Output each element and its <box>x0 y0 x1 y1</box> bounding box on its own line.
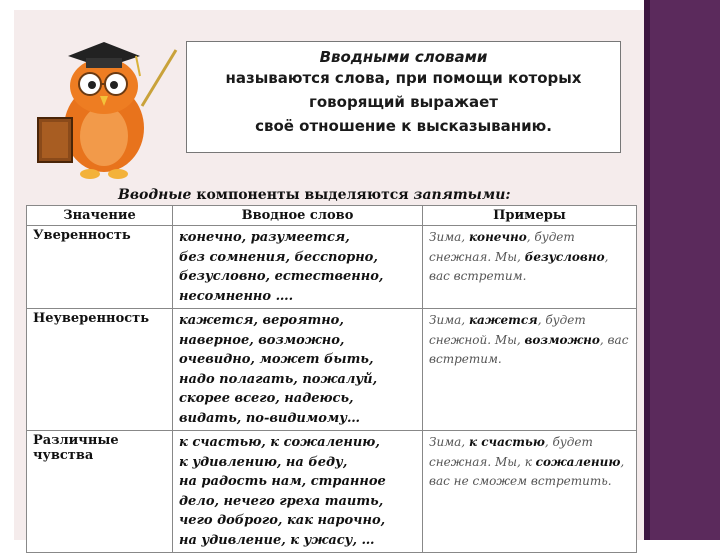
table-subtitle <box>118 187 511 203</box>
header-examples: Примеры <box>423 206 637 226</box>
word-line: кажется, вероятно, <box>179 313 344 328</box>
row-meaning: Неуверенность <box>27 309 173 431</box>
header-meaning: Значение <box>27 206 173 226</box>
row-example: Зима, кажется, будет снежной. Мы, возможно, вас встретим. <box>423 309 637 431</box>
word-line: к счастью, к сожалению, <box>179 435 380 450</box>
pointer-stick <box>142 50 176 106</box>
row-meaning: Уверенность <box>27 226 173 309</box>
introductory-words-table <box>26 205 637 553</box>
row-words <box>173 431 423 553</box>
word-line: на радость нам, странное <box>179 474 386 489</box>
word-line: чего доброго, как нарочно, <box>179 513 386 528</box>
row-meaning: Различные чувства <box>27 431 173 553</box>
word-line: скорее всего, надеюсь, <box>179 391 354 406</box>
owl-left-eye <box>88 81 96 89</box>
word-line: видать, по-видимому… <box>179 410 360 426</box>
table-row <box>27 309 637 431</box>
word-line: безусловно, естественно, <box>179 269 384 284</box>
side-band-edge <box>644 0 650 540</box>
owl-belly <box>80 106 128 166</box>
word-line: очевидно, может быть, <box>179 352 374 367</box>
word-line: дело, нечего греха таить, <box>179 493 384 509</box>
definition-line-3: говорящий выражает <box>309 93 498 111</box>
row-words <box>173 309 423 431</box>
table-row <box>27 431 637 553</box>
row-example: Зима, конечно, будет снежная. Мы, безусловно, вас встретим. <box>423 226 637 309</box>
definition-line-2: называются слова, при помощи которых <box>225 69 582 87</box>
owl-left-foot <box>80 169 100 179</box>
owl-right-eye <box>110 81 118 89</box>
definition-line-4: своё отношение к высказыванию. <box>255 117 552 135</box>
word-line: конечно, разумеется, <box>179 230 350 245</box>
word-line: к удивлению, на беду, <box>179 454 348 470</box>
word-line: без сомнения, бесспорно, <box>179 249 378 265</box>
word-line: наверное, возможно, <box>179 332 345 348</box>
definition-box <box>186 41 621 153</box>
subtitle-part-1: Вводные <box>118 187 192 203</box>
word-line: на удивление, к ужасу, … <box>179 532 375 548</box>
table-header-row <box>27 206 637 226</box>
table-row <box>27 226 637 309</box>
subtitle-part-3: запятыми: <box>413 187 511 203</box>
owl-right-foot <box>108 169 128 179</box>
row-words <box>173 226 423 309</box>
owl-professor-icon <box>24 28 184 188</box>
subtitle-part-2: компоненты выделяются <box>191 187 414 203</box>
word-line: несомненно …. <box>179 288 294 304</box>
side-band <box>644 0 720 540</box>
word-line: надо полагать, пожалуй, <box>179 371 378 387</box>
row-example: Зима, к счастью, будет снежная. Мы, к сожалению, вас не сможем встретить. <box>423 431 637 553</box>
header-word: Вводное слово <box>173 206 423 226</box>
definition-line-1: Вводными словами <box>319 48 488 66</box>
